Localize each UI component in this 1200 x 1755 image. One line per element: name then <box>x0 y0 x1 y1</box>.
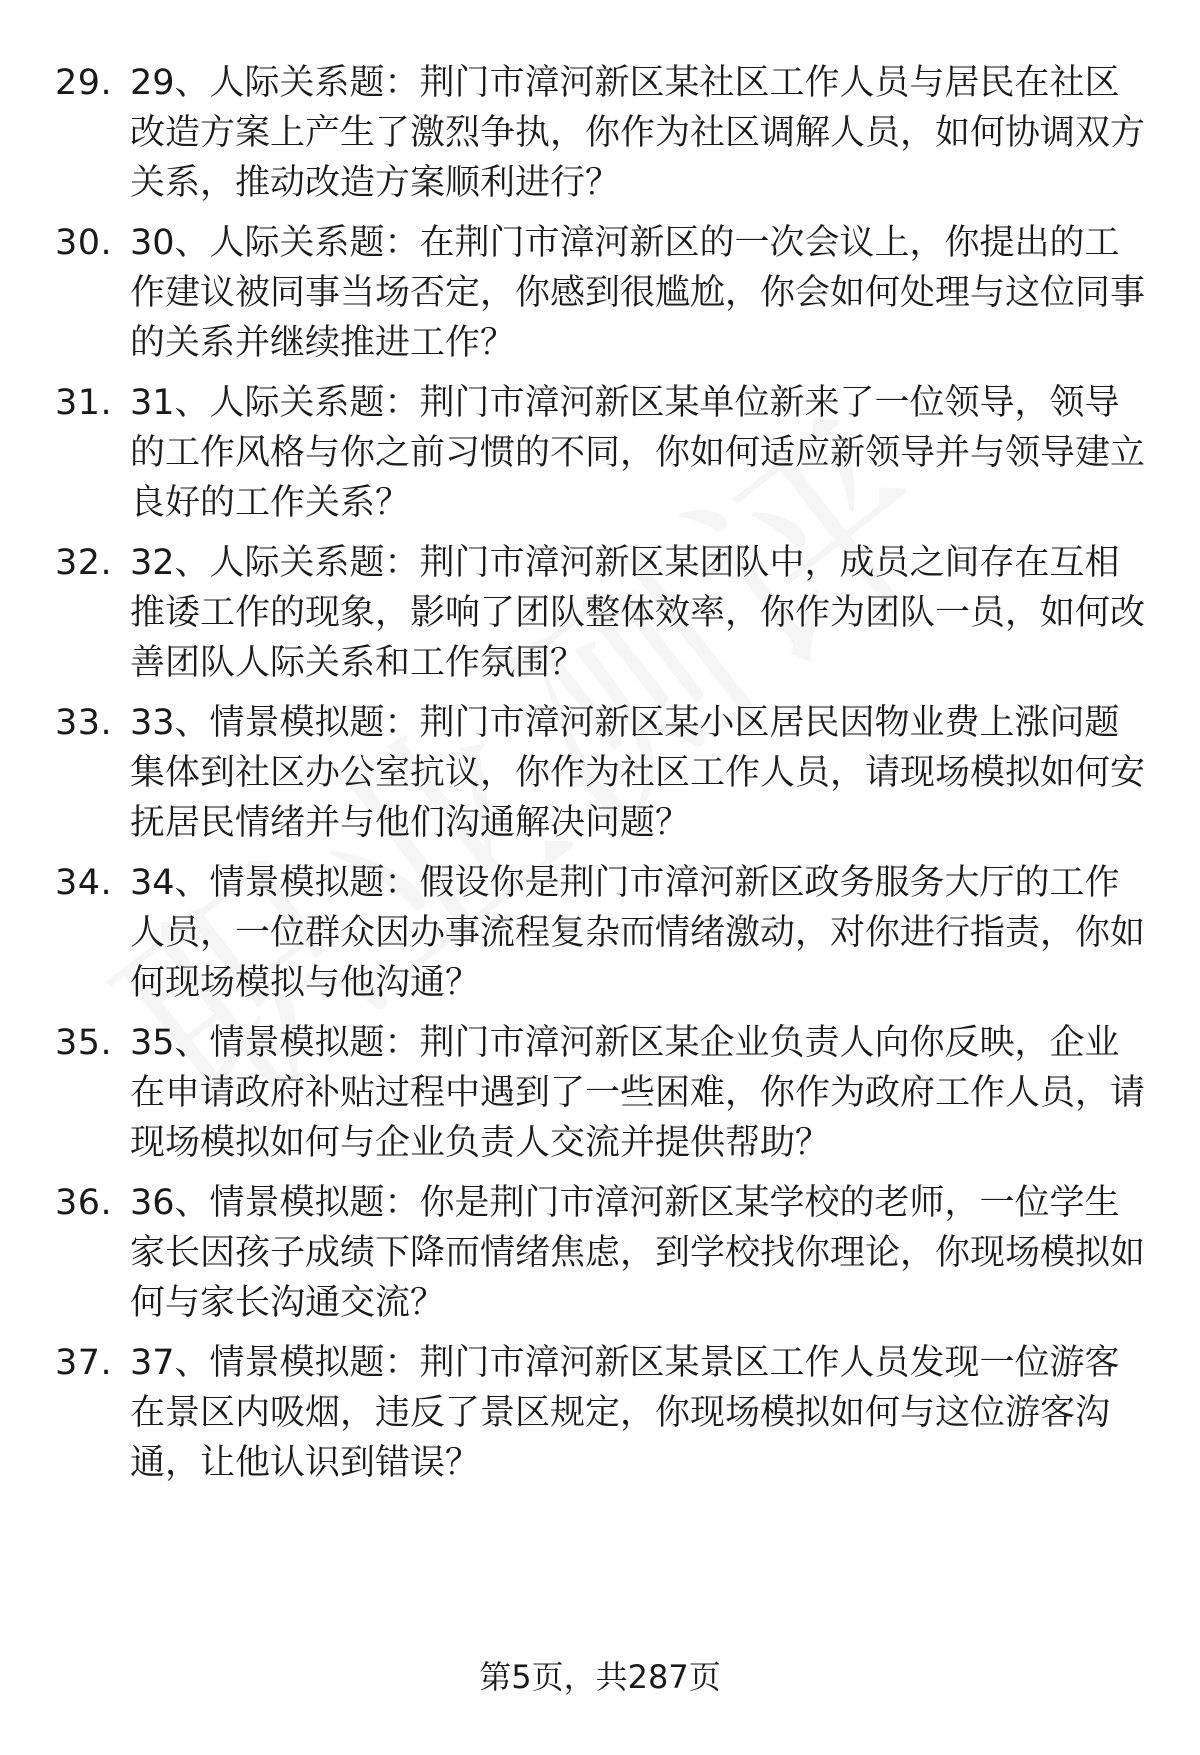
question-number: 36. <box>55 1183 113 1223</box>
question-number: 34. <box>55 863 113 903</box>
question-text: 36、情景模拟题：你是荆门市漳河新区某学校的老师，一位学生家长因孩子成绩下降而情绪焦虑，到学校找你理论，你现场模拟如何与家长沟通交流？ <box>130 1183 1146 1323</box>
question-number: 31. <box>55 383 113 423</box>
page-number: 第5页，共287页 <box>479 1658 721 1696</box>
question-text: 35、情景模拟题：荆门市漳河新区某企业负责人向你反映，企业在申请政府补贴过程中遇到了一些困难，你作为政府工作人员，请现场模拟如何与企业负责人交流并提供帮助？ <box>130 1023 1146 1163</box>
question-number: 30. <box>55 223 113 263</box>
question-text: 37、情景模拟题：荆门市漳河新区某景区工作人员发现一位游客在景区内吸烟，违反了景区规定，你现场模拟如何与这位游客沟通，让他认识到错误？ <box>130 1343 1120 1483</box>
question-item <box>0 698 1200 868</box>
question-text: 34、情景模拟题：假设你是荆门市漳河新区政务服务大厅的工作人员，一位群众因办事流程复杂而情绪激动，对你进行指责，你如何现场模拟与他沟通？ <box>130 863 1146 1003</box>
question-text: 32、人际关系题：荆门市漳河新区某团队中，成员之间存在互相推诿工作的现象，影响了团队整体效率，你作为团队一员，如何改善团队人际关系和工作氛围？ <box>130 543 1146 683</box>
question-item <box>0 538 1200 708</box>
question-number: 35. <box>55 1023 113 1063</box>
question-number: 32. <box>55 543 113 583</box>
question-item <box>0 1338 1200 1508</box>
question-item <box>0 1178 1200 1348</box>
question-text: 33、情景模拟题：荆门市漳河新区某小区居民因物业费上涨问题集体到社区办公室抗议，你作为社区工作人员，请现场模拟如何安抚居民情绪并与他们沟通解决问题？ <box>130 703 1146 843</box>
question-text: 30、人际关系题：在荆门市漳河新区的一次会议上，你提出的工作建议被同事当场否定，你感到很尴尬，你会如何处理与这位同事的关系并继续推进工作？ <box>130 223 1146 363</box>
question-number: 33. <box>55 703 113 743</box>
question-number: 29. <box>55 63 113 103</box>
question-text: 29、人际关系题：荆门市漳河新区某社区工作人员与居民在社区改造方案上产生了激烈争执，你作为社区调解人员，如何协调双方关系，推动改造方案顺利进行？ <box>130 63 1146 203</box>
question-item <box>0 218 1200 388</box>
question-item <box>0 58 1200 228</box>
question-item <box>0 378 1200 548</box>
question-item <box>0 858 1200 1028</box>
question-number: 37. <box>55 1343 113 1383</box>
question-text: 31、人际关系题：荆门市漳河新区某单位新来了一位领导，领导的工作风格与你之前习惯的不同，你如何适应新领导并与领导建立良好的工作关系？ <box>130 383 1146 523</box>
question-item <box>0 1018 1200 1188</box>
